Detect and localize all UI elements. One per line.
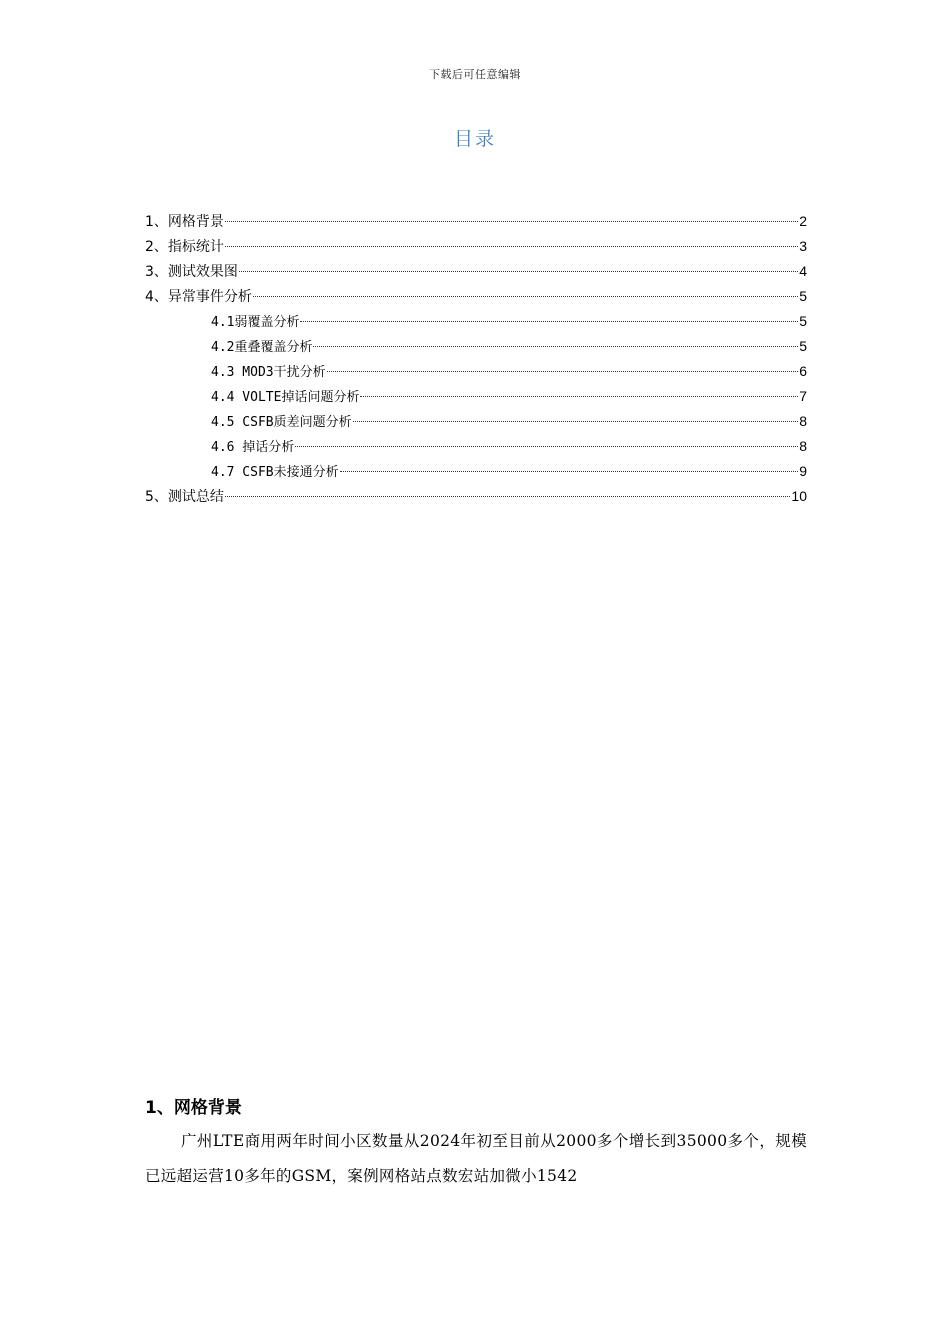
toc-entry-label: 4、异常事件分析 — [145, 289, 252, 305]
toc-dot-leader — [327, 371, 799, 372]
toc-entry-label: 4.3 MOD3干扰分析 — [211, 365, 326, 380]
page-header: 下载后可任意编辑 — [429, 68, 521, 81]
toc-entry-test-summary[interactable] — [145, 484, 807, 509]
toc-page-number: 8 — [799, 438, 807, 454]
toc-entry-label: 4.2重叠覆盖分析 — [211, 340, 313, 355]
toc-page-number: 7 — [799, 388, 807, 404]
toc-entry-weak-coverage[interactable] — [145, 309, 807, 334]
toc-page-number: 2 — [799, 213, 807, 229]
toc-dot-leader — [360, 396, 798, 397]
body-paragraph: 广州LTE商用两年时间小区数量从2024年初至目前从2000多个增长到35000多个，规模已远超运营10多年的GSM，案例网格站点数宏站加微小1542 — [145, 1132, 807, 1185]
toc-page-number: 8 — [799, 413, 807, 429]
section-heading: 1、网格背景 — [145, 1098, 242, 1118]
toc-entry-call-drop[interactable] — [145, 434, 807, 459]
toc-dot-leader — [300, 321, 798, 322]
toc-entry-kpi-statistics[interactable] — [145, 234, 807, 259]
toc-page-number: 5 — [799, 338, 807, 354]
toc-page-number: 5 — [799, 313, 807, 329]
toc-page-number: 4 — [799, 263, 807, 279]
toc-entry-csfb-poor-quality[interactable] — [145, 409, 807, 434]
toc-dot-leader — [340, 471, 799, 472]
toc-entry-network-background[interactable] — [145, 209, 807, 234]
toc-page-number: 10 — [791, 488, 807, 504]
toc-entry-abnormal-event-analysis[interactable] — [145, 284, 807, 309]
toc-entry-volte-call-drop[interactable] — [145, 384, 807, 409]
toc-page-number: 3 — [799, 238, 807, 254]
toc-dot-leader — [225, 246, 798, 247]
toc-dot-leader — [225, 221, 798, 222]
toc-entry-label: 5、测试总结 — [145, 489, 224, 505]
toc-dot-leader — [253, 296, 798, 297]
toc-dot-leader — [295, 446, 798, 447]
toc-dot-leader — [353, 421, 799, 422]
toc-entry-label: 4.4 VOLTE掉话问题分析 — [211, 390, 360, 405]
toc-entry-label: 4.6 掉话分析 — [211, 440, 295, 455]
toc-entry-label: 4.7 CSFB未接通分析 — [211, 465, 339, 480]
toc-entry-label: 3、测试效果图 — [145, 264, 238, 280]
toc-entry-csfb-call-failure[interactable] — [145, 459, 807, 484]
toc-dot-leader — [239, 271, 798, 272]
toc-entry-label: 1、网格背景 — [145, 214, 224, 230]
toc-entry-overlap-coverage[interactable] — [145, 334, 807, 359]
toc-entry-label: 4.5 CSFB质差问题分析 — [211, 415, 352, 430]
toc-entry-test-result-maps[interactable] — [145, 259, 807, 284]
toc-title: 目录 — [453, 128, 496, 150]
toc-page-number: 6 — [799, 363, 807, 379]
toc-entry-mod3-interference[interactable] — [145, 359, 807, 384]
table-of-contents — [145, 209, 807, 509]
toc-dot-leader — [313, 346, 798, 347]
toc-page-number: 5 — [799, 288, 807, 304]
toc-entry-label: 2、指标统计 — [145, 239, 224, 255]
toc-dot-leader — [225, 496, 791, 497]
toc-entry-label: 4.1弱覆盖分析 — [211, 315, 300, 330]
toc-page-number: 9 — [799, 463, 807, 479]
